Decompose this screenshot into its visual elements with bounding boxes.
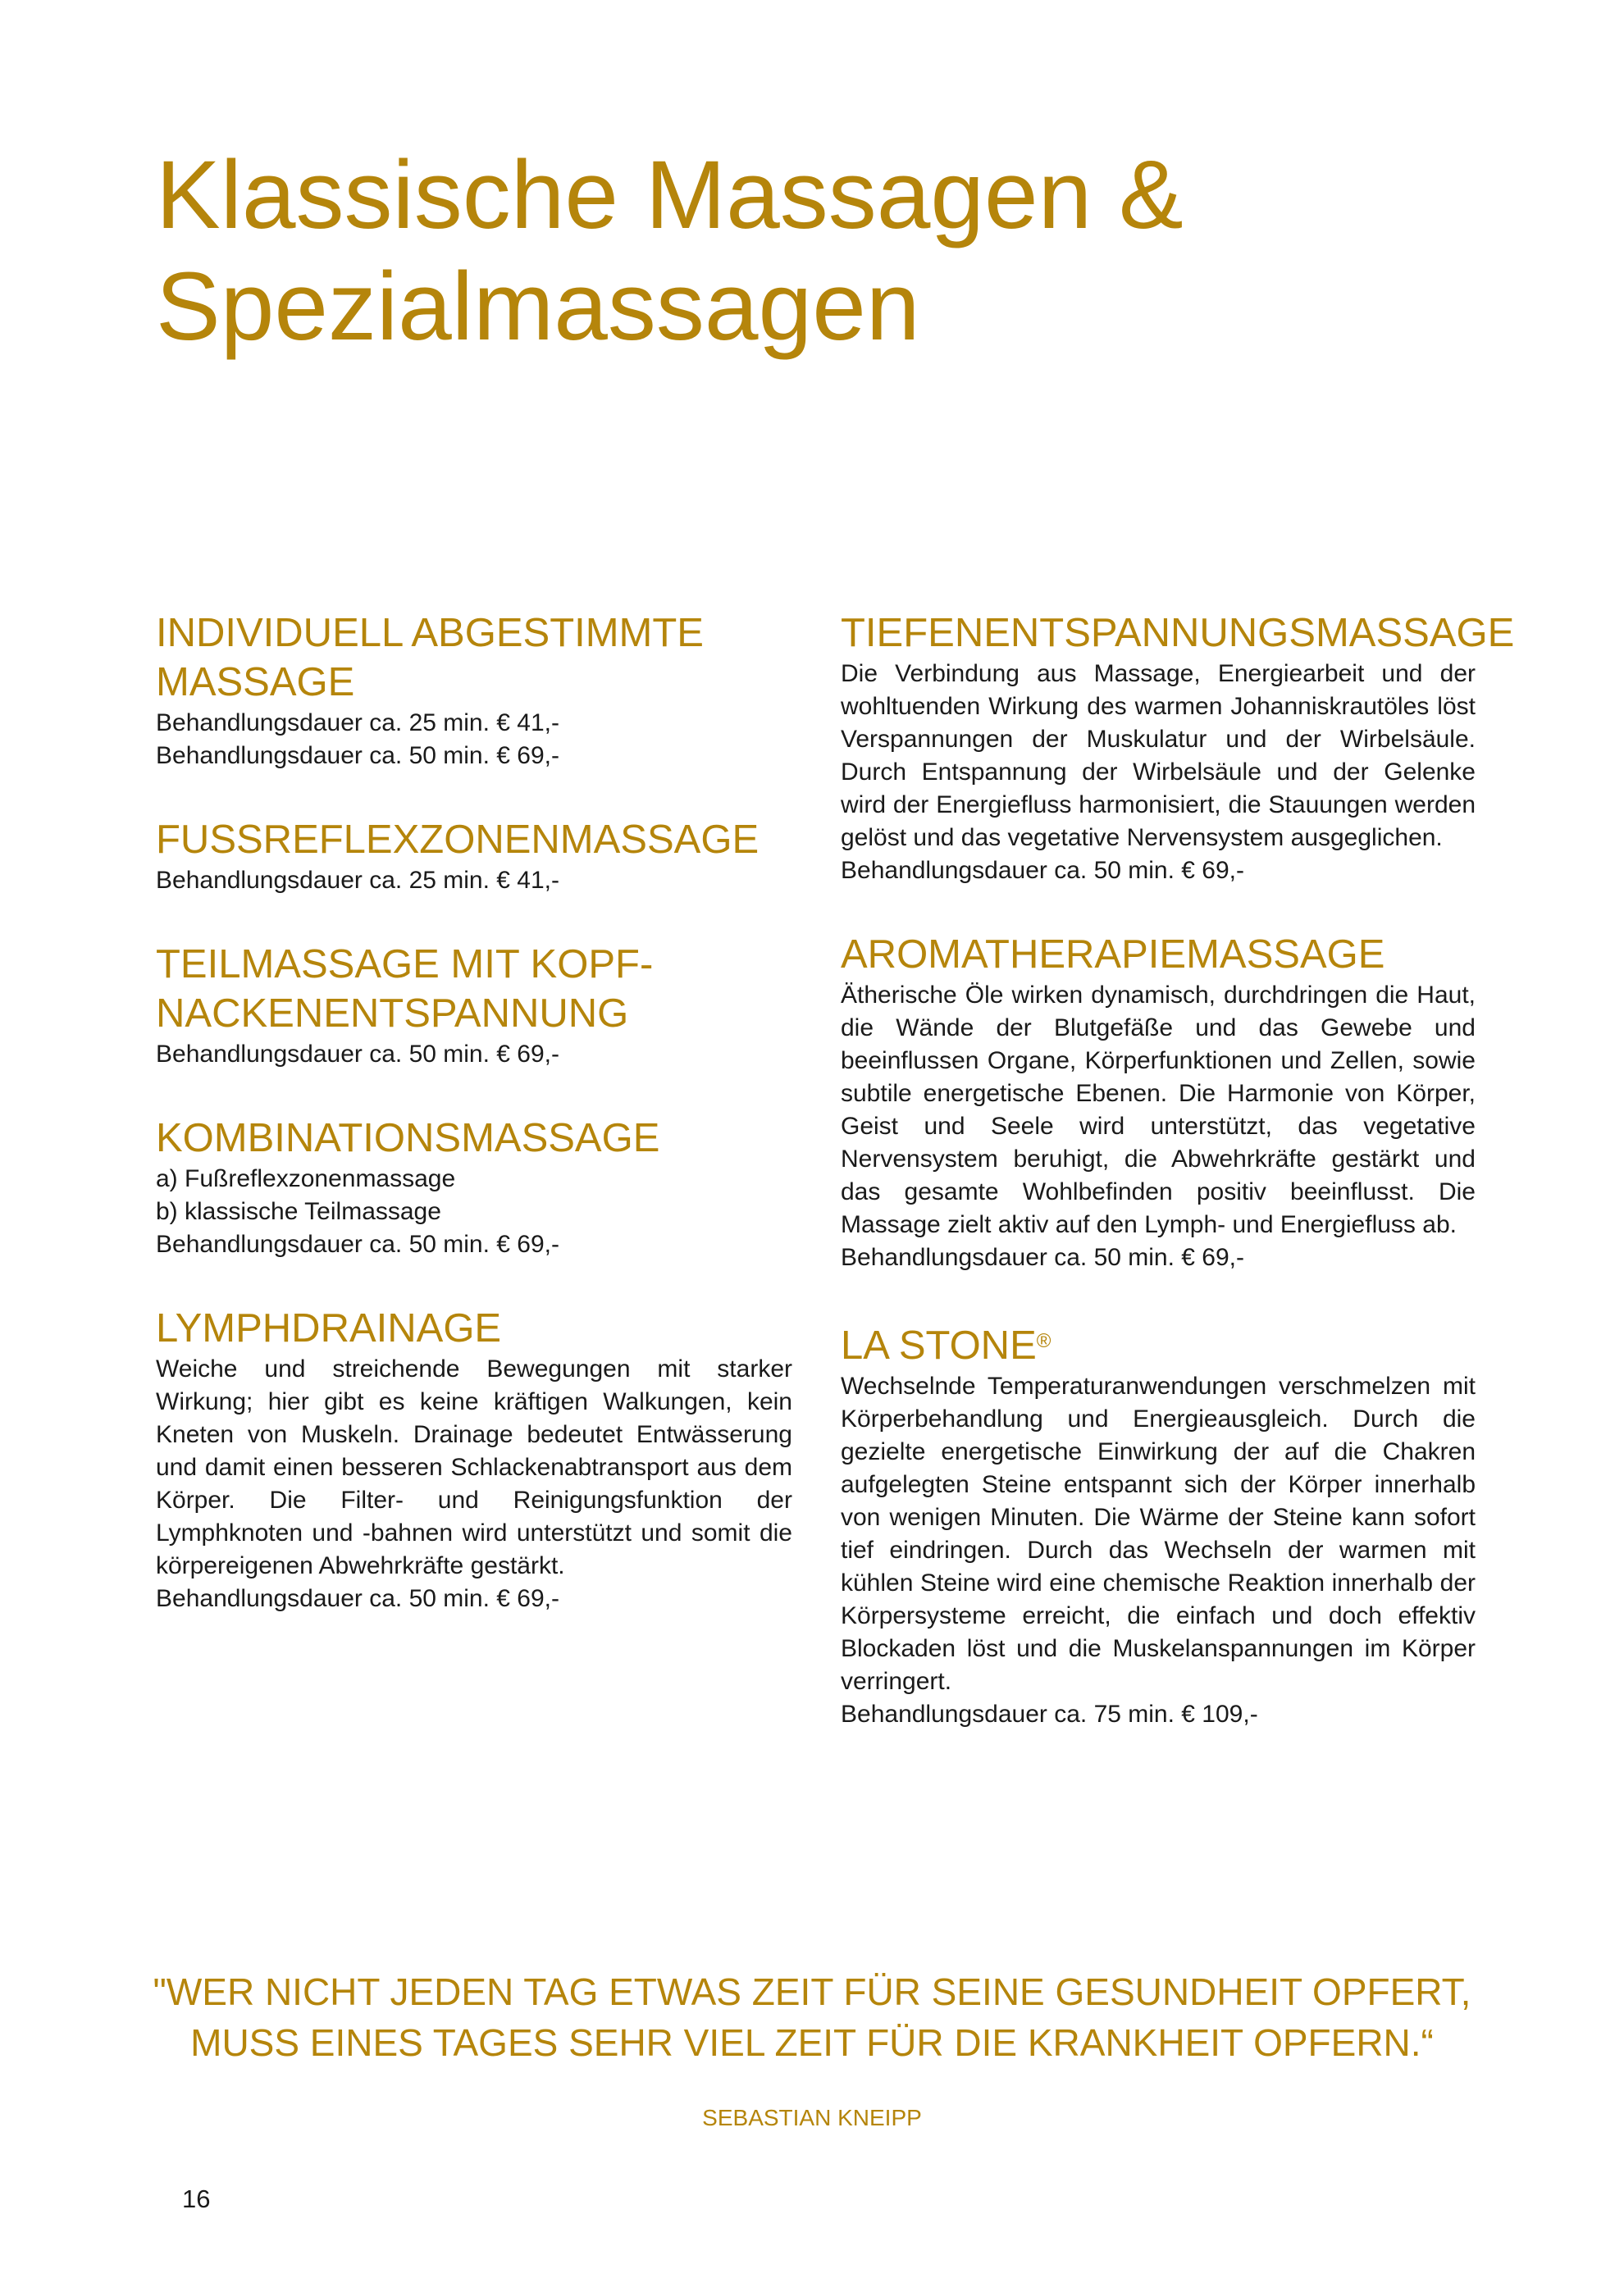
section-aromatherapiemassage (841, 930, 1476, 1274)
page-title-line-2: Spezialmassagen (156, 253, 920, 361)
section-lymphdrainage (156, 1304, 792, 1615)
section-description: Weiche und streichende Bewegungen mit starker Wirkung; hier gibt es keine kräftigen Walkungen, kein Kneten von Muskeln. Drainage bedeutet Entwässerung und damit einen besseren Schlackenabtransport aus dem Körper. Die Filter- und Reinigungsfunktion der Lymphknoten und -bahnen wird unterstützt und somit die körpereigenen Abwehrkräfte gestärkt. (156, 1355, 792, 1579)
duration-line: Behandlungsdauer ca. 25 min. € 41,- (156, 867, 559, 894)
page-title (156, 139, 1184, 362)
section-heading: INDIVIDUELL ABGESTIMMTE MASSAGE (156, 611, 704, 704)
duration-line: Behandlungsdauer ca. 75 min. € 109,- (841, 1701, 1258, 1728)
registered-mark: ® (1036, 1330, 1051, 1352)
section-heading: AROMATHERAPIEMASSAGE (841, 932, 1385, 977)
duration-line: Behandlungsdauer ca. 50 min. € 69,- (156, 742, 559, 769)
quote-line-2: MUSS EINES TAGES SEHR VIEL ZEIT FÜR DIE KRANKHEIT OPFERN.“ (190, 2021, 1434, 2064)
duration-line: Behandlungsdauer ca. 25 min. € 41,- (156, 709, 559, 736)
section-heading (841, 1317, 1476, 1370)
section-teilmassage (156, 940, 792, 1071)
duration-line: Behandlungsdauer ca. 50 min. € 69,- (841, 1244, 1244, 1271)
duration-line: Behandlungsdauer ca. 50 min. € 69,- (156, 1231, 559, 1258)
section-la-stone (841, 1317, 1476, 1731)
duration-line: Behandlungsdauer ca. 50 min. € 69,- (841, 857, 1244, 884)
left-column (156, 608, 792, 1658)
section-kombinationsmassage (156, 1114, 792, 1261)
section-fussreflexzonenmassage (156, 815, 792, 897)
section-heading: FUSSREFLEXZONENMASSAGE (156, 818, 760, 862)
section-individuell-abgestimmte-massage (156, 608, 792, 772)
duration-line: Behandlungsdauer ca. 50 min. € 69,- (156, 1585, 559, 1612)
section-description: Wechselnde Temperaturanwendungen verschmelzen mit Körperbehandlung und Energieausgleich. Durch die gezielte energetische Einwirkung der auf die Chakren aufgelegten Steine entspannt sich der Körper innerhalb von wenigen Minuten. Die Wärme der Steine kann sofort tief eindringen. Durch das Wechseln der warmen mit kühlen Steine wird eine chemische Reaktion innerhalb der Körpersysteme erreicht, die einfach und doch effektiv Blockaden löst und die Muskelanspannungen im Körper verringert. (841, 1373, 1476, 1695)
duration-line: Behandlungsdauer ca. 50 min. € 69,- (156, 1041, 559, 1068)
section-description: Ätherische Öle wirken dynamisch, durchdringen die Haut, die Wände der Blutgefäße und das Gewebe und beeinflussen Organe, Körperfunktionen und Zellen, sowie subtile energetische Ebenen. Die Harmonie von Körper, Geist und Seele wird unterstützt, das vegetative Nervensystem beruhigt, die Abwehrkräfte gestärkt und das gesamte Wohlbefinden positiv beeinflusst. Die Massage zielt aktiv auf den Lymph- und Energiefluss ab. (841, 982, 1476, 1238)
section-heading: LYMPHDRAINAGE (156, 1306, 502, 1351)
section-heading: TEILMASSAGE MIT KOPF-NACKENENTSPANNUNG (156, 942, 654, 1036)
quote-line-1: "WER NICHT JEDEN TAG ETWAS ZEIT FÜR SEINE GESUNDHEIT OPFERT, (153, 1970, 1471, 2013)
page-number: 16 (182, 2184, 211, 2213)
page-title-line-1: Klassische Massagen & (156, 141, 1184, 249)
section-heading: KOMBINATIONSMASSAGE (156, 1116, 660, 1160)
section-heading-text: LA STONE (841, 1323, 1037, 1368)
section-description: Die Verbindung aus Massage, Energiearbeit und der wohltuenden Wirkung des warmen Johanniskrautöles löst Verspannungen der Muskulatur und der Wirbelsäule. Durch Entspannung der Wirbelsäule und der Gelenke wird der Energiefluss harmonisiert, die Stauungen werden gelöst und das vegetative Nervensystem ausgeglichen. (841, 660, 1476, 851)
right-column (841, 608, 1515, 1774)
quote-author: SEBASTIAN KNEIPP (702, 2105, 922, 2130)
section-heading: TIEFENENTSPANNUNGSMASSAGE (841, 611, 1515, 655)
option-line: b) klassische Teilmassage (156, 1198, 441, 1225)
option-line: a) Fußreflexzonenmassage (156, 1165, 456, 1192)
section-tiefenentspannungsmassage (841, 608, 1515, 887)
quote (0, 1966, 1624, 2068)
